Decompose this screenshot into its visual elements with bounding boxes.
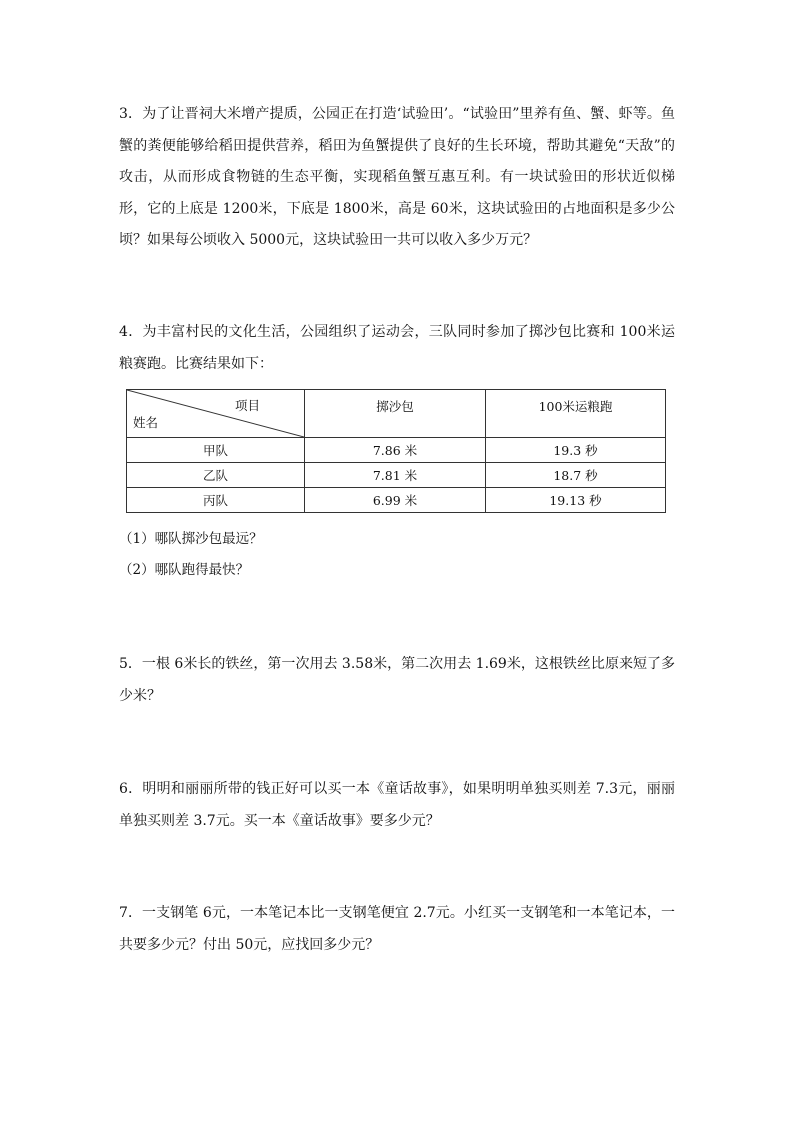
subquestion-1: （1）哪队掷沙包最远？: [119, 531, 263, 547]
run-result-cell: 18.7 秒: [486, 463, 666, 488]
table-row: [127, 463, 666, 488]
problem-6-text: 6．明明和丽丽所带的钱正好可以买一本《童话故事》，如果明明单独买则差 7.3元，丽丽单独买则差 3.7元。买一本《童话故事》要多少元？: [119, 781, 675, 829]
team-name-cell: 甲队: [127, 438, 305, 463]
table-header-row: [127, 390, 666, 438]
run-result-cell: 19.13 秒: [486, 488, 666, 513]
run-result-cell: 19.3 秒: [486, 438, 666, 463]
column-header-run: 100米运粮跑: [486, 390, 666, 438]
problem-3-text: 3．为了让晋祠大米增产提质，公园正在打造‘试验田’。“试验田”里养有鱼、蟹、虾等。鱼蟹的粪便能够给稻田提供营养，稻田为鱼蟹提供了良好的生长环境，帮助其避免“天敌”的攻击，从而形成食物链的生态平衡，实现稻鱼蟹互惠互利。有一块试验田的形状近似梯形，它的上底是 1200米，下底是 1800米，高是 60米，这块试验田的占地面积是多少公顷？如果每公顷收入 5000元，这块试验田一共可以收入多少万元？: [119, 106, 675, 248]
table-row: [127, 488, 666, 513]
results-table-container: [126, 389, 665, 511]
team-name-cell: 丙队: [127, 488, 305, 513]
throw-result-cell: 7.81 米: [305, 463, 486, 488]
problem-7-text: 7．一支钢笔 6元，一本笔记本比一支钢笔便宜 2.7元。小红买一支钢笔和一本笔记本，一共要多少元？付出 50元，应找回多少元？: [119, 905, 675, 953]
throw-result-cell: 7.86 米: [305, 438, 486, 463]
team-name-cell: 乙队: [127, 463, 305, 488]
throw-result-cell: 6.99 米: [305, 488, 486, 513]
subquestion-2: （2）哪队跑得最快？: [119, 562, 250, 578]
table-corner-cell: [127, 390, 305, 438]
corner-label-name: 姓名: [133, 415, 159, 430]
results-table: [126, 389, 666, 513]
problem-4-text: 4．为丰富村民的文化生活，公园组织了运动会，三队同时参加了掷沙包比赛和 100米运粮赛跑。比赛结果如下：: [119, 324, 675, 372]
table-row: [127, 438, 666, 463]
corner-label-project: 项目: [234, 398, 260, 413]
problem-5-text: 5．一根 6米长的铁丝，第一次用去 3.58米，第二次用去 1.69米，这根铁丝比原来短了多少米？: [119, 656, 675, 704]
column-header-throw: 掷沙包: [305, 390, 486, 438]
